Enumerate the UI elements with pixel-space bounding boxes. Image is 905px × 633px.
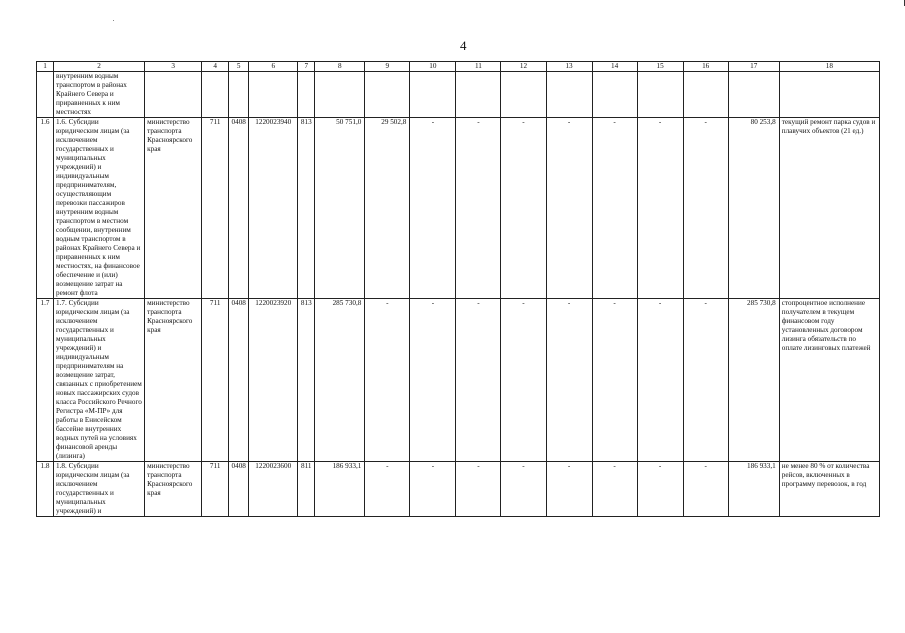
column-number: 1 <box>37 62 54 72</box>
amount-col-14: - <box>592 118 637 299</box>
measure-name: внутренним водным транспортом в районах Крайнего Севера и приравненных к ним местностях <box>54 72 145 118</box>
table-row-continuation <box>37 72 880 118</box>
vr-code: 813 <box>298 118 315 299</box>
measure-name: 1.7. Субсидии юридическим лицам (за исключением государственных и муниципальных учреждений) и индивидуальным предпринимателям на возмещение затрат, связанных с приобретением новых пассажирских судов класса Российского Речного Регистра «М-ПР» для работы в Енисейском бассейне внутренних водных путей на условиях финансовой аренды (лизинга) <box>54 299 145 462</box>
column-number: 17 <box>728 62 779 72</box>
amount-col-15: - <box>637 462 683 517</box>
expected-result: не менее 80 % от количества рейсов, включенных в программу перевозок, в год <box>779 462 879 517</box>
amount-col-10: - <box>410 462 456 517</box>
amount-col-8: 50 751,0 <box>315 118 365 299</box>
vr-code: 811 <box>298 462 315 517</box>
column-number: 11 <box>456 62 501 72</box>
column-number: 3 <box>145 62 202 72</box>
expected-result: текущий ремонт парка судов и плавучих объектов (21 ед.) <box>779 118 879 299</box>
column-number: 5 <box>229 62 249 72</box>
amount-col-11: - <box>456 462 501 517</box>
table-row <box>37 462 880 517</box>
column-number: 4 <box>202 62 229 72</box>
amount-col-9: - <box>365 462 410 517</box>
table-row <box>37 118 880 299</box>
measure-name: 1.8. Субсидии юридическим лицам (за исключением государственных и муниципальных учреждений) и <box>54 462 145 517</box>
amount-col-14: - <box>592 462 637 517</box>
amount-col-13: - <box>546 299 592 462</box>
measure-name: 1.6. Субсидии юридическим лицам (за исключением государственных и муниципальных учреждений) и индивидуальным предпринимателям, осуществляющим перевозки пассажиров внутренним водным транспортом в местном сообщении, внутренним водным транспортом в районах Крайнего Севера и приравненных к ним местностях, на финансовое обеспечение и (или) возмещение затрат на ремонт флота <box>54 118 145 299</box>
column-numbers-row <box>37 62 880 72</box>
column-number: 7 <box>298 62 315 72</box>
amount-col-8: 285 730,8 <box>315 299 365 462</box>
column-number: 8 <box>315 62 365 72</box>
rzpr-code: 0408 <box>229 299 249 462</box>
amount-col-15: - <box>637 118 683 299</box>
amount-col-16: - <box>683 118 728 299</box>
amount-col-15: - <box>637 299 683 462</box>
amount-col-13: - <box>546 462 592 517</box>
csr-code: 1220023600 <box>249 462 298 517</box>
grbs-code: 711 <box>202 118 229 299</box>
row-number: 1.8 <box>37 462 54 517</box>
amount-col-16: - <box>683 299 728 462</box>
amount-col-12: - <box>501 299 546 462</box>
column-number: 9 <box>365 62 410 72</box>
expected-result: стопроцентное исполнение получателем в текущем финансовом году установленных договором лизинга обязательств по оплате лизинговых платежей <box>779 299 879 462</box>
amount-col-8: 186 933,1 <box>315 462 365 517</box>
row-number: 1.6 <box>37 118 54 299</box>
amount-col-12: - <box>501 462 546 517</box>
column-number: 13 <box>546 62 592 72</box>
amount-total: 285 730,8 <box>728 299 779 462</box>
column-number: 10 <box>410 62 456 72</box>
column-number: 18 <box>779 62 879 72</box>
amount-col-11: - <box>456 118 501 299</box>
table-row <box>37 299 880 462</box>
amount-col-14: - <box>592 299 637 462</box>
grbs-code: 711 <box>202 299 229 462</box>
column-number: 12 <box>501 62 546 72</box>
amount-col-12: - <box>501 118 546 299</box>
amount-col-9: 29 502,8 <box>365 118 410 299</box>
budget-table <box>36 61 880 517</box>
column-number: 6 <box>249 62 298 72</box>
responsible-body: министерство транспорта Красноярского края <box>145 299 202 462</box>
amount-total: 186 933,1 <box>728 462 779 517</box>
column-number: 16 <box>683 62 728 72</box>
rzpr-code: 0408 <box>229 462 249 517</box>
rzpr-code: 0408 <box>229 118 249 299</box>
responsible-body: министерство транспорта Красноярского края <box>145 118 202 299</box>
amount-col-9: - <box>365 299 410 462</box>
scan-speck <box>113 20 114 21</box>
amount-col-11: - <box>456 299 501 462</box>
csr-code: 1220023940 <box>249 118 298 299</box>
vr-code: 813 <box>298 299 315 462</box>
amount-col-16: - <box>683 462 728 517</box>
row-number: 1.7 <box>37 299 54 462</box>
csr-code: 1220023920 <box>249 299 298 462</box>
column-number: 15 <box>637 62 683 72</box>
amount-col-10: - <box>410 299 456 462</box>
amount-total: 80 253,8 <box>728 118 779 299</box>
column-number: 2 <box>54 62 145 72</box>
amount-col-10: - <box>410 118 456 299</box>
amount-col-13: - <box>546 118 592 299</box>
column-number: 14 <box>592 62 637 72</box>
responsible-body: министерство транспорта Красноярского края <box>145 462 202 517</box>
grbs-code: 711 <box>202 462 229 517</box>
page-number: 4 <box>460 38 467 53</box>
